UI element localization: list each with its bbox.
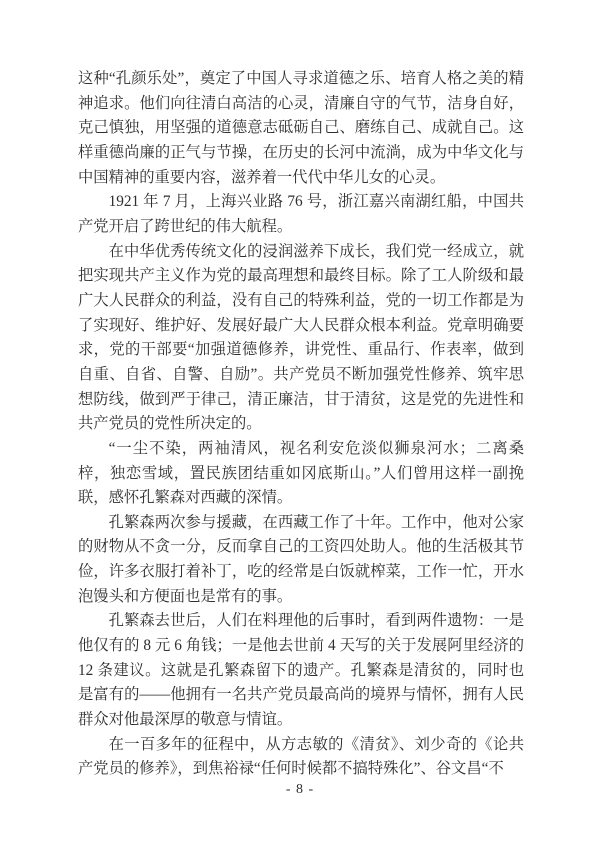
paragraph: 在一百多年的征程中，从方志敏的《清贫》、刘少奇的《论共产党员的修养》，到焦裕禄“任何时候都不搞特殊化”、谷文昌“不 <box>78 735 524 778</box>
paragraph: 孔繁森去世后，人们在料理他的后事时，看到两件遗物：一是他仅有的 8 元 6 角钱；一是他去世前 4 天写的关于发展阿里经济的 12 条建议。这就是孔繁森留下的遗产。孔繁森是清贫的，同时也是富有的——他拥有一名共产党员最高尚的境界与情怀，拥有人民群众对他最深厚的敬意与情谊。 <box>78 612 524 729</box>
paragraph: 1921 年 7 月，上海兴业路 76 号，浙江嘉兴南湖红船，中国共产党开启了跨世纪的伟大航程。 <box>78 193 524 235</box>
paragraph: “一尘不染，两袖清风，视名利安危淡似狮泉河水；二离桑梓，独恋雪域，置民族团结重如冈底斯山。”人们曾用这样一副挽联，感怀孔繁森对西藏的深情。 <box>78 439 524 507</box>
paragraph: 这种“孔颜乐处”，奠定了中国人寻求道德之乐、培育人格之美的精神追求。他们向往清白高洁的心灵，清廉自守的气节，洁身自好，克己慎独，用坚强的道德意志砥砺自己、磨练自己、成就自己。这样重德尚廉的正气与节操，在历史的长河中流淌，成为中华文化与中国精神的重要内容，滋养着一代代中华儿女的心灵。 <box>78 70 524 186</box>
paragraph: 在中华优秀传统文化的浸润滋养下成长，我们党一经成立，就把实现共产主义作为党的最高理想和最终目标。除了工人阶级和最广大人民群众的利益，没有自己的特殊利益，党的一切工作都是为了实现好、维护好、发展好最广大人民群众根本利益。党章明确要求，党的干部要“加强道德修养，讲党性、重品行、作表率，做到自重、自省、自警、自励”。共产党员不断加强党性修养、筑牢思想防线，做到严于律己，清正廉洁，甘于清贫，这是党的先进性和共产党员的党性所决定的。 <box>78 242 524 433</box>
paragraph: 孔繁森两次参与援藏，在西藏工作了十年。工作中，他对公家的财物从不贪一分，反而拿自己的工资四处助人。他的生活极其节俭，许多衣服打着补丁，吃的经常是白饭就榨菜，工作一忙，开水泡馒头和方便面也是常有的事。 <box>78 513 524 605</box>
page-number: - 8 - <box>285 782 315 797</box>
page-body-text <box>78 67 524 782</box>
